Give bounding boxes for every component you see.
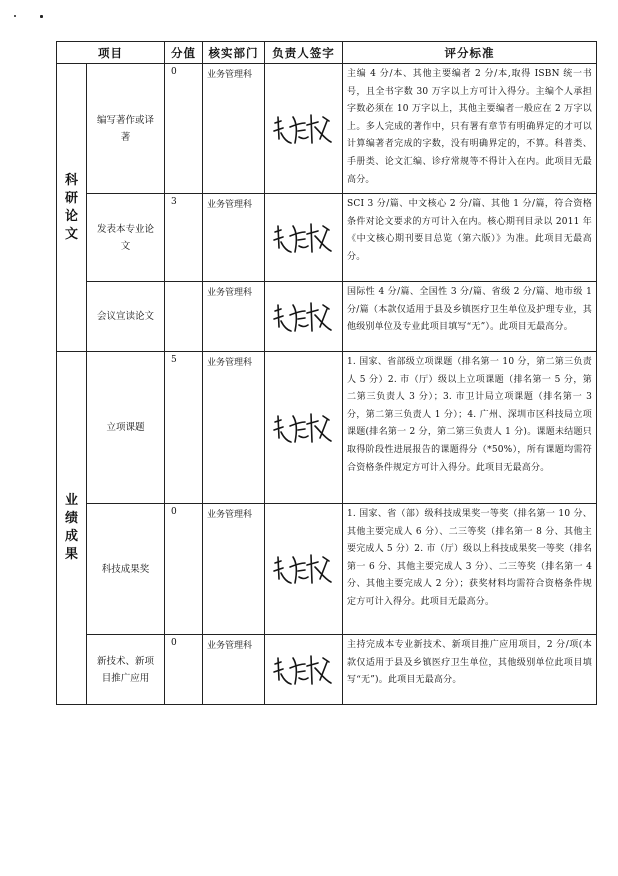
verifying-dept: 业务管理科 — [203, 352, 265, 504]
score-value: 0 — [165, 504, 203, 635]
header-item: 项目 — [57, 42, 165, 64]
category-label: 科研论文 — [64, 172, 78, 242]
item-name: 发表本专业论文 — [87, 194, 165, 282]
verifying-dept: 业务管理科 — [203, 504, 265, 635]
item-name: 编写著作或译著 — [87, 64, 165, 194]
criteria-text: 1. 国家、省（部）级科技成果奖一等奖（排名第一 10 分、其他主要完成人 6 分）、二三等奖（排名第一 8 分、其他主要完成人 5 分）2. 市（厅）级以上科技成果奖一等奖（排名第一 6 分、其他主要完成人 3 分）、二三等奖（排名第一 4 分、其他主要完成人 2 分）；获奖材料均需符合资格条件规定方可计入得分。此项目无最高分。 — [343, 504, 597, 635]
header-score: 分值 — [165, 42, 203, 64]
signature-cell — [265, 64, 343, 194]
signature-cell — [265, 194, 343, 282]
verifying-dept: 业务管理科 — [203, 64, 265, 194]
evaluation-table — [56, 41, 597, 705]
table-row — [57, 282, 597, 352]
table-row — [57, 64, 597, 194]
score-value: 5 — [165, 352, 203, 504]
table-row — [57, 352, 597, 504]
table-row — [57, 635, 597, 705]
criteria-text: 主编 4 分/本、其他主要编者 2 分/本,取得 ISBN 统一书号，且全书字数 30 万字以上方可计入得分。主编个人承担字数必须在 10 万字以上，其他主要编者一般应在 2 万字以上。多人完成的著作中，只有署有章节有明确界定的才可以计算编著者完成的字数，没有明确界定的，不算。科普类、手册类、论文汇编、诊疗常规等不得计入在内。此项目无最高分。 — [343, 64, 597, 194]
table-row — [57, 504, 597, 635]
score-value — [165, 282, 203, 352]
table-header-row — [57, 42, 597, 64]
score-value: 0 — [165, 64, 203, 194]
handwritten-signature — [271, 650, 337, 690]
header-dept: 核实部门 — [203, 42, 265, 64]
scan-speck — [40, 15, 43, 18]
criteria-text: 国际性 4 分/篇、全国性 3 分/篇、省级 2 分/篇、地市级 1 分/篇（本款仅适用于县及乡镇医疗卫生单位及护理专业，其他级别单位及专业此项目填写“无”）。此项目无最高分。 — [343, 282, 597, 352]
criteria-text: SCI 3 分/篇、中文核心 2 分/篇、其他 1 分/篇，符合资格条件对论文要求的方可计入在内。核心期刊目录以 2011 年《中文核心期刊要目总览（第六版）》为准。此项目无最高分。 — [343, 194, 597, 282]
handwritten-signature — [271, 549, 337, 589]
signature-cell — [265, 635, 343, 705]
handwritten-signature — [271, 408, 337, 448]
score-value: 3 — [165, 194, 203, 282]
scan-speck — [14, 15, 16, 17]
header-sign: 负责人签字 — [265, 42, 343, 64]
item-name: 科技成果奖 — [87, 504, 165, 635]
table-row — [57, 194, 597, 282]
category-label: 业绩成果 — [64, 493, 78, 562]
handwritten-signature — [271, 109, 337, 149]
header-criteria: 评分标准 — [343, 42, 597, 64]
verifying-dept: 业务管理科 — [203, 194, 265, 282]
category-cell — [57, 64, 87, 352]
score-value: 0 — [165, 635, 203, 705]
verifying-dept: 业务管理科 — [203, 635, 265, 705]
criteria-text: 主持完成本专业新技术、新项目推广应用项目，2 分/项(本款仅适用于县及乡镇医疗卫生单位，其他级别单位此项目填写“无”)。此项目无最高分。 — [343, 635, 597, 705]
criteria-text: 1. 国家、省部级立项课题（排名第一 10 分，第二第三负责人 5 分）2. 市（厅）级以上立项课题（排名第一 5 分，第二第三负责人 3 分）；3. 市卫计局立项课题（排名第一 3 分，第二第三负责人 1 分）；4. 广州、深圳市区科技局立项课题(排名第一 2 分，第二第三负责人 1 分)。课题未结题只取得阶段性进展报告的课题得分（*50%），所有课题均需符合资格条件规定方可计入得分。此项目无最高分。 — [343, 352, 597, 504]
category-cell — [57, 352, 87, 705]
verifying-dept: 业务管理科 — [203, 282, 265, 352]
item-name: 立项课题 — [87, 352, 165, 504]
item-name: 会议宣读论文 — [87, 282, 165, 352]
signature-cell — [265, 282, 343, 352]
handwritten-signature — [271, 218, 337, 258]
item-name: 新技术、新项目推广应用 — [87, 635, 165, 705]
signature-cell — [265, 352, 343, 504]
handwritten-signature — [271, 297, 337, 337]
signature-cell — [265, 504, 343, 635]
